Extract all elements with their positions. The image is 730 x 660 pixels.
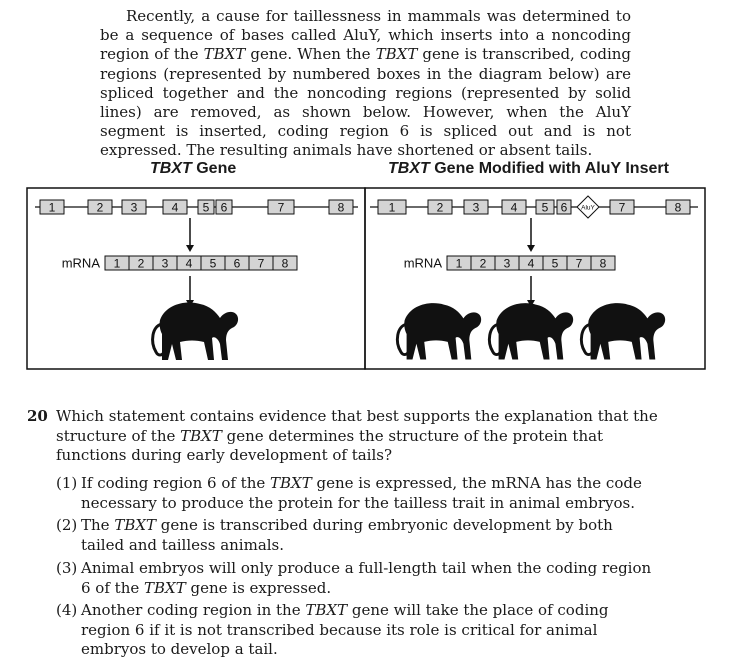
mrna-label: mRNA: [403, 255, 442, 271]
answer-choice-3[interactable]: [56, 559, 656, 598]
question-number: 20: [27, 407, 48, 425]
mrna-segment-label: 1: [113, 256, 121, 271]
mrna-segment-label: 7: [257, 256, 265, 271]
choice-number: (4): [56, 601, 78, 619]
text-run: gene is expressed, the mRNA has the code necessary to produce the protein for the tailless trait in animal embryos.: [81, 474, 642, 512]
coding-region-label: 6: [560, 200, 568, 215]
mrna-segment-label: 8: [281, 256, 289, 271]
text-run: Animal embryos will only produce a full-length tail when the coding region 6 of the: [81, 559, 652, 597]
animal-silhouette: [581, 303, 665, 359]
right-title-rest: Gene Modified with AluY Insert: [429, 160, 669, 177]
coding-region-label: 4: [510, 200, 518, 215]
coding-region-label: 7: [277, 200, 285, 215]
mrna-segment-label: 1: [455, 256, 463, 271]
arrow-head: [186, 245, 194, 252]
choice-text: [81, 516, 656, 555]
coding-region-label: 8: [674, 200, 682, 215]
answer-choice-2[interactable]: [56, 516, 656, 555]
answer-choice-4[interactable]: [56, 601, 656, 660]
coding-region-label: 7: [618, 200, 626, 215]
gene-name-italic: TBXT: [114, 516, 157, 534]
question-stem: [56, 407, 677, 466]
gene-name-italic: TBXT: [375, 45, 418, 64]
choice-text: [81, 559, 656, 598]
choice-text: [81, 474, 656, 513]
gene-name-italic: TBXT: [270, 474, 312, 492]
text-run: If coding region 6 of the: [81, 474, 271, 492]
mrna-segment-label: 4: [527, 256, 535, 271]
mrna-segment-label: 5: [209, 256, 217, 271]
left-panel: [35, 200, 358, 360]
gene-name-italic: TBXT: [144, 578, 186, 597]
text-run: The: [81, 516, 115, 534]
right-panel-title: [388, 160, 669, 178]
mrna-segment-label: 5: [551, 256, 559, 271]
intro-paragraph: [100, 7, 631, 161]
choice-number: (3): [56, 559, 78, 577]
text-run: Another coding region in the: [81, 601, 306, 619]
text-run: gene is expressed.: [185, 578, 332, 597]
coding-region-label: 2: [436, 200, 444, 215]
coding-region-label: 3: [130, 200, 138, 215]
mrna-segment-label: 6: [233, 256, 241, 271]
text-run: Recently, a cause for taillessness in mammals was determined to be a sequence of bases called AluY, which inserts into a noncoding region of the: [100, 7, 631, 64]
choice-text: [81, 601, 656, 660]
text-run: gene is transcribed, coding regions (represented by numbered boxes in the diagram below) are spliced together and the noncoding regions (represented by solid lines) are removed, as shown below. However, when the AluY segment is inserted, coding region 6 is spliced out and is not expressed. The resulting animals have shortened or absent tails.: [100, 45, 632, 160]
aluy-insert-label: AluY: [581, 204, 595, 212]
mrna-segment-label: 8: [599, 256, 607, 271]
coding-region-label: 4: [171, 200, 179, 215]
gene-diagram: [0, 180, 730, 374]
mrna-label: mRNA: [61, 255, 100, 271]
coding-region-label: 1: [388, 200, 396, 215]
coding-region-label: 5: [541, 200, 549, 215]
mrna-segment-label: 7: [575, 256, 583, 271]
text-run: gene will take the place of coding region 6 if it is not transcribed because its role is critical for animal embryos to develop a tail.: [81, 601, 609, 658]
intro-passage: [100, 7, 631, 161]
answer-choice-1[interactable]: [56, 474, 656, 513]
coding-region-label: 2: [96, 200, 104, 215]
text-run: Which statement contains evidence that best supports the explanation that the structure of the: [56, 407, 658, 445]
gene-name-italic: TBXT: [203, 45, 246, 64]
text-run: gene. When the: [245, 45, 376, 64]
coding-region-label: 5: [202, 200, 210, 215]
choice-number: (2): [56, 516, 78, 534]
coding-region-label: 6: [220, 200, 228, 215]
mrna-segment-label: 2: [137, 256, 145, 271]
animal-silhouette: [153, 303, 238, 360]
animal-silhouette: [397, 303, 481, 359]
gene-name-italic: TBXT: [305, 601, 348, 619]
mrna-segment-label: 3: [503, 256, 511, 271]
left-panel-frame: [27, 188, 365, 369]
coding-region-label: 8: [337, 200, 345, 215]
text-run: gene determines the structure of the protein that functions during early development of tails?: [56, 426, 604, 464]
coding-region-label: 3: [472, 200, 480, 215]
right-title-gene-name: TBXT: [388, 160, 430, 177]
left-title-rest: Gene: [191, 160, 237, 177]
coding-region-label: 1: [48, 200, 56, 215]
left-panel-title: [150, 160, 236, 178]
right-panel: [370, 196, 698, 359]
mrna-segment-label: 2: [479, 256, 487, 271]
gene-name-italic: TBXT: [180, 426, 222, 445]
mrna-segment-label: 3: [161, 256, 169, 271]
mrna-segment-label: 4: [185, 256, 193, 271]
left-title-gene-name: TBXT: [150, 160, 192, 177]
text-run: gene is transcribed during embryonic development by both tailed and tailless animals.: [81, 516, 613, 554]
animal-silhouette: [489, 303, 573, 359]
arrow-head: [527, 245, 535, 252]
choice-number: (1): [56, 474, 78, 492]
